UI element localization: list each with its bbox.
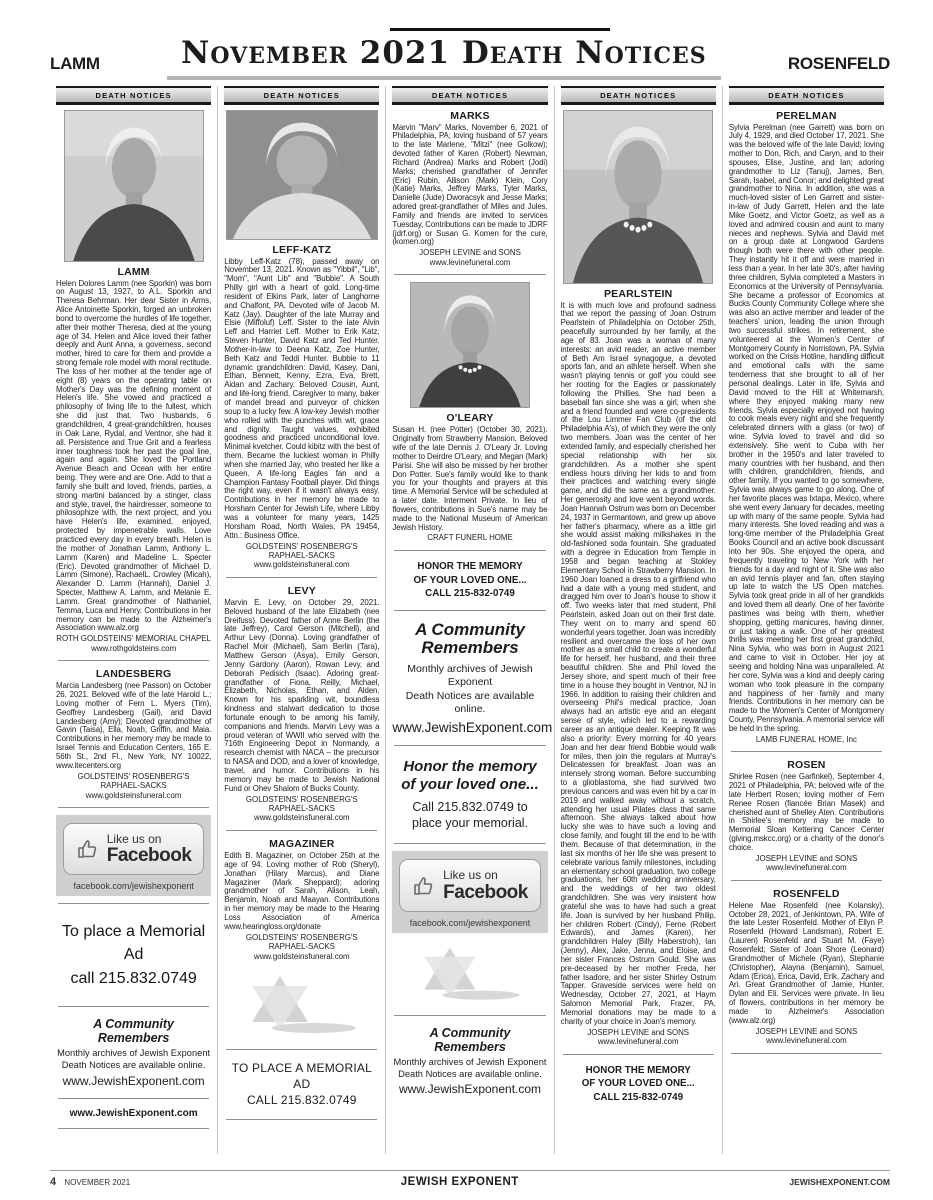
portrait-photo-oleary bbox=[410, 282, 530, 408]
funeral-home-block bbox=[224, 933, 379, 961]
obit-name: O'LEARY bbox=[446, 412, 494, 425]
facebook-brand: Facebook bbox=[443, 881, 528, 903]
divider bbox=[58, 1006, 209, 1007]
facebook-url: facebook.com/jewishexponent bbox=[409, 917, 531, 928]
divider bbox=[58, 903, 209, 904]
obit-body: It is with much love and profound sadness that we report the passing of Joan Ostrum Pearlstein of Philadelphia on October 25th, peacefully surrounded by her family, at the age of 83. Joan was a woman of many interests: an avid reader, an active member of Beth Am Israel synagogue, a devoted sports fan, and an athlete herself. When she wasn't playing tennis or golf you could see her rooting for the Eagles or passionately following the Phillies. She had been a baseball fan since she was a girl, when she and a friend founded and were co-presidents of the Lou Limmer Fan Club (of the old Philadelphia A's), of which they were the only two members. Joan was the center of her extended family, and especially cherished her special relationship with her six grandchildren. As a mother she spent endless hours driving her kids to and from their practices and watching every single game, and did the same as a grandmother. Her generosity and love went beyond words. Joan Hannah Ostrum was born on December 24, 1937 in Germantown, and grew up above her father's pharmacy, where as a little girl she would assist making milkshakes in the old-fashioned soda fountain. She graduated with a degree in Education from Temple in 1958 and began teaching at Stokley Elementary School in Strawberry Mansion. In 1960 Joan loaned a dress to a girlfriend who had a date with a young med student, and dragged him over to Joan's house to show it off. Two weeks later that med student, Phil Pearlstein, asked Joan out on their first date. They went on to marry and spend 60 wonderful years together. Joan was incredibly resilient and overcame the loss of her own mother as a small child to create a wonderful life for herself, her husband, and their three beautiful children. She and Phil loved the Jersey shore, and spent much of their free time in a house they bought in Ventnor, NJ in 1966. In addition to raising their children and overseeing Phil's medical practice, Joan always had an artistic eye and an elegant sense of style, which led to a rewarding career as an antique dealer. Keeping fit was also a priority: Every morning for 40 years Joan and her dear friend Bobbie would walk for miles, then join the regulars at Murray's Delicatessen for breakfast. Joan was an intensely strong woman. Before succumbing to a glioblastoma, she had survived two previous cancers and was even hit by a car in 2019 and walked away without a scratch, attending her usual Pilates class that same afternoon. She always talked about how lucky she was to have such a loving and close family, and fought till the end to be with them. Because of that determination, in the last six months of her life she was present to celebrate various family milestones, including an elementary school graduation, two college graduations, her 60th wedding anniversary, and the weddings of her two oldest grandchildren. She was very insistent how grateful she was to have had such a great life. Joan is survived by her husband Philip, her children Robert (Cindy), Ferne (Robert Edwards), and James (Karen), her grandchildren Haley (Billy Haberstroh), Ian (Jenny), Alex, Jake, Jenna, and Eloise, and her sister Frances Ostrum Gould. She was pre-deceased by her mother Freda, her father Isadore, and her sister Shirley Ostrum Tapper. Graveside services were held on Wednesday, October 27, 2021, at Haym Salomon Memorial Park, Frazer, PA. Memorial donations may be made to a charity of your choice in Joan's memory. bbox=[560, 300, 716, 1026]
funeral-home-block bbox=[56, 634, 211, 653]
obit-landesberg bbox=[56, 668, 211, 800]
funeral-home-name: GOLDSTEINS' ROSENBERG'S bbox=[245, 932, 358, 942]
obit-rosenfeld bbox=[729, 888, 884, 1046]
obit-body: Shirlee Rosen (nee Garfinkel), September 4, 2021 of Philadelphia, PA; beloved wife of the late Herbert Rosen; loving mother of Fern Renee Rosen (fiancée Brian Masek) and cherished aunt of Shelley Aten. Contributions in Shirlee's memory may be made to Memorial Sloan Kettering Cancer Center (giving.mskcc.org) or a charity of the donor's choice. bbox=[728, 772, 885, 852]
community-body-line1: Monthly archives of Jewish Exponent bbox=[393, 1056, 547, 1067]
obit-name: LEFF-KATZ bbox=[272, 243, 332, 256]
obit-body: Edith B. Magaziner, on October 25th at the age of 94. Loving mother of Rob (Sheryl), Jonathan (Hilary Marcus), and Diane Magaziner (Mark Sheppard); adoring grandmother of Sarah, Alison, Leah, Benjamin, Noah and Maayan. Contributions in her memory may be made to the Hearing Loss Association of America www.hearingloss.org/donate bbox=[224, 850, 380, 931]
obit-oleary bbox=[392, 282, 547, 543]
thumbs-up-icon bbox=[412, 874, 436, 898]
obit-name: ROSENFELD bbox=[773, 887, 840, 900]
facebook-brand: Facebook bbox=[106, 845, 192, 867]
column-2 bbox=[217, 86, 385, 1154]
funeral-home-block bbox=[561, 1028, 716, 1047]
portrait-photo-lamm bbox=[64, 110, 204, 262]
divider bbox=[731, 1053, 882, 1054]
funeral-home-name-2: RAPHAEL-SACKS bbox=[268, 942, 335, 952]
obit-name: MARKS bbox=[450, 109, 490, 122]
divider bbox=[58, 660, 209, 661]
community-remembers-ad bbox=[56, 1017, 211, 1088]
funeral-home-url: www.goldsteinsfuneral.com bbox=[254, 560, 350, 570]
place-memorial-caps-line1: TO PLACE A MEMORIAL AD bbox=[231, 1061, 372, 1092]
community-title: A Community Remembers bbox=[415, 620, 525, 657]
place-memorial-line2: call 215.832.0749 bbox=[70, 969, 197, 987]
obit-name: PEARLSTEIN bbox=[603, 287, 673, 300]
community-body-line1: Monthly archives of Jewish Exponent bbox=[407, 662, 533, 689]
facebook-ad bbox=[56, 815, 211, 896]
funeral-home-name: LAMB FUNERAL HOME, Inc bbox=[755, 734, 857, 744]
funeral-home-name: JOSEPH LEVINE and SONS bbox=[755, 1026, 858, 1036]
portrait-photo-leff-katz bbox=[226, 110, 378, 240]
star-of-david-graphic bbox=[224, 970, 379, 1042]
funeral-home-name: CRAFT FUNERL HOME bbox=[427, 533, 513, 543]
website-banner: www.JewishExponent.com bbox=[69, 1107, 198, 1119]
masthead bbox=[50, 35, 890, 80]
facebook-like-line: Like us on bbox=[443, 868, 498, 883]
funeral-home-url: www.levinefuneral.com bbox=[429, 257, 511, 267]
obit-magaziner bbox=[224, 838, 379, 961]
death-notices-bar: DEATH NOTICES bbox=[729, 86, 884, 105]
funeral-home-name-2: RAPHAEL-SACKS bbox=[100, 781, 167, 791]
community-remembers-ad-small bbox=[392, 1026, 547, 1097]
obit-body: Marvin "Marv" Marks, November 6, 2021 of Philadelphia, PA; loving husband of 57 years to the late Marlene, "Mitzi" (nee Golkow); devoted father of Karen (Robert) Newman, Richard (Andrea) Marks and Robert (Jodi) Marks; cherished grandfather of Jennifer (Eric) Rubin, Allison (Mark) Klein, Cory (Katie) Marks, Jeffrey Marks, Tyler Marks, Danielle (Jude) Dworacsyk and Jesse Marks; adored great-grandfather of Miles and Jules. Family and friends are invited to services Tuesday, Contributions can be made to JDRF (jdrf.org) or Susan G. Komen for the cure, (komen.org) bbox=[392, 122, 548, 247]
funeral-home-name: JOSEPH LEVINE and SONS bbox=[755, 853, 858, 863]
honor-memory-line1: HONOR THE MEMORY bbox=[417, 560, 523, 572]
place-memorial-caps-line2: CALL 215.832.0749 bbox=[246, 1093, 357, 1108]
honor-memory-line1: HONOR THE MEMORY bbox=[585, 1064, 691, 1076]
divider bbox=[394, 1015, 545, 1016]
obit-body: Sylvia Perelman (nee Garrett) was born on July 4, 1929, and died October 17, 2021. She was the beloved wife of the late David; loving mother to Don, Rich, and Caryn, and to their spouses, Elise, Justine, and Ian; adoring grandmother to Liz (Tanuj), James, Ben, Sarah, Isabel, and Conor; and delighted great grandmother to Nina. In addition, she was a much-loved sister of Len Garrett and sister-in-law of Judy Garrett, Helen and the late Mike Goetz, and Victor Goetz, as well as a loved and admired cousin and aunt to many nieces and nephews. Sylvia and David met on a group date at Longwood Gardens though both were there with other people. They instantly hit it off and were married in less than a year. In her late 30's, after having three children, Sylvia completed a Masters in Economics at the University of Pennsylvania. She became a professor of Economics at Bucks County Community College where she was also an active member and leader of the teachers' union, leading the union through two successful strikes. In retirement, she volunteered at the Women's Center of Montgomery County in Norristown, PA. Sylvia worked on the Crisis Hotline, handling difficult and emotional calls with the same tenderness that she brought to all of her personal dealings. Later in life, Sylvia and David moved to the Hill at Whitemarsh, where they enjoyed making many new friends. Sylvia especially enjoyed not having to cook meals every night and she frequently celebrated dinners with a glass (or two) of wine. Sylvia loved to travel and did so extensively. She went to Cuba with her brother in the 1950's and later traveled to many countries with her husband, and then with children, grandchildren, friends, and other family. If you wanted to go somewhere, Sylvia was always game to go along. One of her favorite places was Ixtapa, Mexico, where she went every January for decades, meeting up with many of the same people. Sylvia had many interests. She loved reading and was a long-time member of the Philadelphia Great Books Council and an active book discussant into her 90s. She enjoyed the opera, and frequently traveling to New York with her friends for a day and night of it. She was also an avid tennis player and fan, often staying up late to watch the US Open matches. Sylvia took great pride in all of her grandkids and loved them all dearly. One of her favorite pastimes was being with them, whether shopping, getting manicures, having dinner, or just taking a walk. One of her greatest thrills was meeting her first great grandchild, Nina Sylvia, who was born in August 2021 and came to visit in October. Her joy at seeing and holding Nina was unparalleled. At her core, Sylvia was a kind and deeply caring woman who took pleasure in the company and happiness of her family and many friends. Contributions in her memory can be made to the Women's Center of Montgomery County, Pennsylvania. A memorial service will be held in the spring. bbox=[728, 122, 885, 733]
divider bbox=[394, 745, 545, 746]
footer-website: JEWISHEXPONENT.COM bbox=[789, 1177, 890, 1187]
funeral-home-name: GOLDSTEINS' ROSENBERG'S bbox=[245, 794, 358, 804]
obit-perelman bbox=[729, 110, 884, 745]
death-notices-bar: DEATH NOTICES bbox=[392, 86, 547, 105]
divider bbox=[226, 577, 377, 578]
obit-pearlstein bbox=[561, 110, 716, 1047]
funeral-home-block bbox=[392, 533, 547, 542]
funeral-home-url: www.rothgoldsteins.com bbox=[91, 643, 177, 653]
divider bbox=[226, 830, 377, 831]
honor-memory-italic-ad bbox=[392, 758, 547, 831]
obit-leff-katz bbox=[224, 110, 379, 570]
column-1 bbox=[50, 86, 217, 1154]
column-3 bbox=[385, 86, 553, 1154]
facebook-ad-text bbox=[107, 833, 192, 865]
divider bbox=[731, 880, 882, 881]
funeral-home-name: ROTH GOLDSTEINS' MEMORIAL CHAPEL bbox=[56, 634, 211, 644]
death-notices-bar: DEATH NOTICES bbox=[561, 86, 716, 105]
funeral-home-block bbox=[392, 248, 547, 267]
masthead-top-rule bbox=[390, 28, 610, 31]
facebook-ad-inner bbox=[63, 823, 204, 875]
honor-memory-line3: CALL 215-832-0749 bbox=[425, 588, 515, 600]
funeral-home-url: www.levinefuneral.com bbox=[766, 1036, 847, 1046]
portrait-photo-pearlstein bbox=[563, 110, 713, 284]
honor-italic-title: Honor the memory of your loved one... bbox=[401, 758, 539, 793]
obit-body: Marvin E. Levy, on October 29, 2021. Beloved husband of the late Elizabeth (nee Dreifuss). Devoted father of Anne Berlin (the late Jeffrey), Carol Gerson (Mitchell), and Arthur Levy (Donna). Loving grandfather of Rachel Moir (Michael), Sam Berlin (Tara), Matthew Gerson (Asya), Emily Gerson, Jenny Gardony (Aaron), Rowan Levy, and Deborah Pedisich (Isaac). Adoring great-grandfather of Fiona, Reilly, Michael, Elizabeth, Nicholas, Ethan, and Alden. Known for his sparkling wit, boundless kindness and stalwart dedication to those fortunate enough to be among his family, companions and friends. Marvin Levy was a proud veteran of WWII who served with the 716th Engineering Depot in Normandy, a research chemist with NACA – the precursor to NASA and DOD, and a lover of knowledge, travel, and humor. Contributions in his memory may be made to Jewish National Fund or Ohev Shalom of Bucks County. bbox=[224, 597, 380, 793]
divider bbox=[394, 550, 545, 551]
community-url: www.JewishExponent.com bbox=[392, 720, 553, 736]
masthead-first-entry: LAMM bbox=[50, 54, 100, 73]
community-body-line2: Death Notices are available online. bbox=[398, 1068, 542, 1079]
honor-memory-ad bbox=[561, 1064, 716, 1105]
death-notices-bar: DEATH NOTICES bbox=[224, 86, 379, 105]
facebook-url: facebook.com/jewishexponent bbox=[73, 881, 194, 892]
obit-name: MAGAZINER bbox=[269, 837, 335, 850]
columns bbox=[50, 86, 890, 1154]
honor-memory-line3: CALL 215-832-0749 bbox=[593, 1092, 684, 1104]
obit-name: LANDESBERG bbox=[95, 668, 172, 681]
divider bbox=[226, 1119, 377, 1120]
obit-name: LAMM bbox=[117, 265, 150, 278]
obit-body: Marcia Landesberg (nee Passon) on October 26, 2021. Beloved wife of the late Harold L.; Loving mother of Fern L. Myers (Tim), Geoffrey Landesberg (Gail), and David Landesberg (Amy); Devoted grandmother of Gavin (Taisa), Ella, Noah, Griffin, and Maia. Contributions in her memory may be made to Israel Tennis and Education Centers, 165 E. 56th St., 2nd Fl., New York, NY 10022, www.itecenters.org bbox=[56, 681, 212, 770]
facebook-ad bbox=[392, 851, 547, 932]
community-body-line1: Monthly archives of Jewish Exponent bbox=[57, 1047, 211, 1058]
place-memorial-ad bbox=[56, 920, 211, 990]
divider bbox=[394, 610, 545, 611]
page-footer bbox=[50, 1170, 890, 1188]
obit-body: Helene Mae Rosenfeld (nee Kolansky), October 28, 2021, of Jenkintown, PA. Wife of the late Lester Rosenfeld. Mother of Ellyn P. Rosenfeld (Howard Landsman), Robert E. (Lauren) Rosenfeld and Stuart M. (Faye) Rosenfeld; Sister of Joan Shore (Leonard) Grandmother of Michele (Ryan), Stephanie (Christopher), Alayna (Benjamin), Samuel, Adam (Erica), Erica, David, Erik, Zachary and Ari. Great Grandmother of Jamie, Hunter, Dylan and Eli. Services were private. In lieu of flowers, contributions in her memory be made to Alzheimer's Association (www.alz.org) bbox=[728, 900, 885, 1025]
facebook-ad-text bbox=[443, 869, 528, 901]
column-5 bbox=[722, 86, 890, 1154]
obit-lamm bbox=[56, 110, 211, 654]
honor-memory-ad bbox=[392, 560, 547, 601]
divider bbox=[226, 1049, 377, 1050]
funeral-home-block bbox=[224, 542, 379, 570]
honor-memory-line2: OF YOUR LOVED ONE... bbox=[413, 574, 527, 586]
place-memorial-ad-caps bbox=[224, 1060, 379, 1109]
death-notices-bar: DEATH NOTICES bbox=[56, 86, 211, 105]
funeral-home-name: JOSEPH LEVINE and SONS bbox=[419, 248, 521, 258]
funeral-home-url: www.levinefuneral.com bbox=[597, 1037, 679, 1047]
community-body-line2: Death Notices are available online. bbox=[61, 1059, 206, 1070]
column-4 bbox=[554, 86, 722, 1154]
funeral-home-block bbox=[224, 795, 379, 823]
obit-levy bbox=[224, 585, 379, 823]
obit-name: LEVY bbox=[287, 584, 316, 597]
facebook-like-line: Like us on bbox=[106, 832, 162, 847]
funeral-home-url: www.goldsteinsfuneral.com bbox=[85, 790, 182, 800]
obit-body: Libby Leff-Katz (78), passed away on November 13, 2021. Known as "Yibbil", "Lib", "Mom", "Aunt Lib" and "Bubbie". A South Philly girl with a heart of gold. Long-time resident of Elkins Park, later of Langhorne and Chalfont, PA. Devoted wife of Jacob M. Katz (Jay). Daughter of the late Murray and Elsie (Miffoluf) Leff. Sister to the late Alvin Leff and Harriet Leff. Mother to Erik Katz, Steven Hunter, David Katz and Ted Hunter. Mother-in-law to Deena Katz, Zoe Hunter, Beth Katz and Teddi Hunter. Bubbie to 11 dynamic grandchildren: David, Kasey, Dani, Ethan, Bennett, Kenny, Ezra, Eva, Brett, Aidan and Zachary. Beloved Cousin, Aunt, and life-long friend. Caregiver to many, baker of mandel bread and purveyor of chicken soup to a lucky few. A low-key Jewish mother who rolled with the punches with wit, grace and dignity. Taught values, exhibited goodness and practiced unconditional love. Minimal kvetcher. Could kibitz with the best of them. Became the luckiest woman in Philly when she married Jay, who treated her like a Queen. A life-long Eagles fan and a Champion Fantasy Football player. Did things the right way, even if it wasn't always easy. Contributions in her memory be made to Horsham Center for Jewish Life, where Libby was a volunteer for many years, 1425 Horsham Road, North Wales, PA 19454, Attn.: Business Office. bbox=[224, 256, 380, 540]
community-title: A Community Remembers bbox=[93, 1016, 174, 1045]
funeral-home-name: GOLDSTEINS' ROSENBERG'S bbox=[77, 771, 190, 781]
footer-page-number: 4 bbox=[50, 1176, 57, 1188]
divider bbox=[394, 274, 545, 275]
place-memorial-line1: To place a Memorial Ad bbox=[62, 923, 206, 964]
masthead-last-entry: ROSENFELD bbox=[787, 54, 890, 73]
star-of-david-graphic bbox=[392, 942, 547, 1008]
honor-italic-body: Call 215.832.0749 to place your memorial. bbox=[412, 799, 529, 831]
facebook-ad-inner bbox=[399, 859, 540, 911]
page-title: November 2021 Death Notices bbox=[167, 38, 721, 80]
funeral-home-block bbox=[729, 1027, 884, 1046]
obit-body: Helen Dolores Lamm (nee Sporkin) was born on August 13, 1927, to A.L. Sporkin and Theresa Behrman. Her dear Sister in Arms, Alice Antoinette Sporkin, forged an unbroken bond to overcome the hurdles of life together, after their mother Theresa, died at the young age of 34. Helen and Alice loved their father deeply and Aunt Anna, a governess, second mother, hired to care for them and provide a strong female role model with moral rectitude. The loss of her mother at the tender age of eight (8) years on the operating table on Mother's Day was the defining moment of Helen's life. She vowed and practiced a philosophy of living life to the fullest, which she did just that. Two husbands, 6 grandchildren, 4 great-grandchildren, houses in Oak Lane, Rydal, and Ventnor, she had it all. Persistence and True Grit and a fearless inner toughness took her past the goal line, again and again. She loved the Portland Avenue Beach and Ocean with her entire being. They were and are One. Add to that a family she built and loved, friends, parties, a strong martini balanced by a stinger, class and style, travel, the hairdresser, someone to philosophize with, the next project, and you have Helen's life, examined, enjoyed, protected by impenetrable walls. Love practiced every day in every breath. Helen is the mother of Jonathan Lamm, Anthony L. Lamm (Karen) and Madeline L. Specter (Eric). Devoted grandmother of Michael D. Lamm (Simone), RachaelL. Crowley (Micah), Alexander D. Lamm (Hannah), Daniel J. Specter, Matthew A. Lamm, and Melanie E. Lamm. Great grandmother of Nathaniel, Temma, Luca and Henry. Contributions in her memory can be made to the Alzheimer's Association www.alz.org bbox=[56, 278, 212, 633]
funeral-home-url: www.levinefuneral.com bbox=[766, 863, 847, 873]
funeral-home-url: www.goldsteinsfuneral.com bbox=[254, 951, 350, 961]
obit-rosen bbox=[729, 759, 884, 873]
funeral-home-block bbox=[729, 735, 884, 744]
footer-issue-date: NOVEMBER 2021 bbox=[64, 1178, 131, 1187]
community-remembers-ad-large bbox=[392, 620, 553, 736]
community-url: www.JewishExponent.com bbox=[62, 1073, 205, 1088]
divider bbox=[731, 751, 882, 752]
obit-marks bbox=[392, 110, 547, 268]
footer-publication-name: JEWISH EXPONENT bbox=[400, 1176, 519, 1188]
funeral-home-name-2: RAPHAEL-SACKS bbox=[268, 550, 335, 560]
divider bbox=[58, 1128, 209, 1129]
funeral-home-block bbox=[56, 772, 211, 800]
thumbs-up-icon bbox=[76, 837, 100, 861]
honor-memory-line2: OF YOUR LOVED ONE... bbox=[581, 1078, 695, 1090]
divider bbox=[58, 1098, 209, 1099]
community-title: A Community Remembers bbox=[429, 1025, 511, 1054]
community-body-line2: Death Notices are available online. bbox=[405, 689, 535, 715]
divider bbox=[58, 807, 209, 808]
divider bbox=[563, 1054, 714, 1055]
funeral-home-name: GOLDSTEINS' ROSENBERG'S bbox=[245, 541, 358, 551]
obit-name: PERELMAN bbox=[776, 109, 837, 122]
footer-issue bbox=[50, 1176, 130, 1188]
funeral-home-name-2: RAPHAEL-SACKS bbox=[268, 804, 335, 813]
divider bbox=[394, 843, 545, 844]
community-url: www.JewishExponent.com bbox=[398, 1082, 542, 1097]
funeral-home-name: JOSEPH LEVINE and SONS bbox=[587, 1027, 690, 1037]
obit-body: Susan H. (nee Potter) (October 30, 2021). Originally from Strawberry Mansion. Beloved wife of the late Dennis J. O'Leary Jr. Loving mother to Deirdre O'Leary, and Megan (Mark) Parisi. She will also be missed by her brother Don Potter. Sue's family would like to thank you for your thoughts and prayers at this time. A Memorial Service will be scheduled at a later date. Interment Private. In lieu of flowers, contributions in Sue's name may be made to the National Museum of American Jewish History. bbox=[392, 425, 548, 532]
funeral-home-url: www.goldsteinsfuneral.com bbox=[254, 813, 350, 823]
funeral-home-block bbox=[729, 854, 884, 873]
obit-name: ROSEN bbox=[787, 759, 826, 772]
